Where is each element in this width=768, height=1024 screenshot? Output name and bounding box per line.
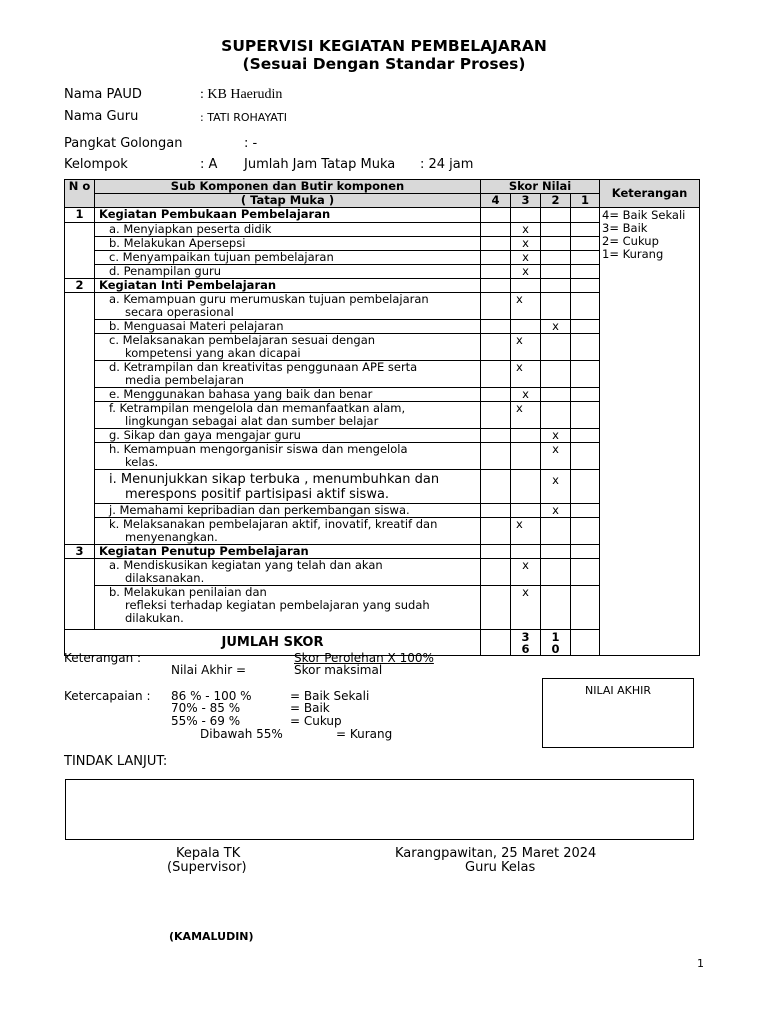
mark: x (511, 251, 541, 265)
table-row: a. Kemampuan guru merumuskan tujuan pembelajaran secara operasional (95, 293, 481, 320)
table-row: d. Penampilan guru (95, 265, 481, 279)
section-2-title: Kegiatan Inti Pembelajaran (95, 279, 481, 293)
table-row: j. Memahami kepribadian dan perkembangan siswa. (95, 504, 481, 518)
formula-denominator: Skor maksimal (294, 663, 383, 677)
table-row: a. Menyiapkan peserta didik (95, 223, 481, 237)
section-3-spacer (65, 559, 95, 630)
table-row: b. Menguasai Materi pelajaran (95, 320, 481, 334)
table-row: k. Melaksanakan pembelajaran aktif, inovatif, kreatif dan menyenangkan. (95, 518, 481, 545)
page-title: SUPERVISI KEGIATAN PEMBELAJARAN (221, 37, 547, 55)
formula-numerator: Skor Perolehan X 100% (294, 651, 434, 665)
table-row: f. Ketrampilan mengelola dan memanfaatkan alam, lingkungan sebagai alat dan sumber belajar (95, 402, 481, 429)
mark: x (541, 320, 571, 334)
header-score-3: 3 (511, 194, 541, 208)
mark: x (511, 293, 541, 320)
kelompok-label: Kelompok (64, 157, 128, 172)
nama-guru-label: Nama Guru (64, 109, 139, 124)
pangkat-value: : - (244, 136, 258, 151)
nama-guru-value: : TATI ROHAYATI (200, 111, 287, 124)
jam-value: : 24 jam (420, 157, 474, 172)
mark: x (511, 586, 541, 630)
section-2-no: 2 (65, 279, 95, 293)
table-row: h. Kemampuan mengorganisir siswa dan mengelola kelas. (95, 443, 481, 470)
tindak-lanjut-label: TINDAK LANJUT: (64, 754, 168, 769)
signature-date: Karangpawitan, 25 Maret 2024 (395, 846, 597, 861)
section-1-no: 1 (65, 208, 95, 223)
kepala-tk-title: Kepala TK (176, 846, 241, 861)
kepala-tk-name: (KAMALUDIN) (169, 930, 254, 943)
ketercapaian-label: Ketercapaian : (64, 689, 151, 703)
jam-label: Jumlah Jam Tatap Muka (244, 157, 396, 172)
range-row: 70% - 85 % (171, 701, 241, 715)
nilai-akhir-label: Nilai Akhir = (171, 663, 247, 677)
table-row: b. Melakukan penilaian dan refleksi terhadap kegiatan pembelajaran yang sudah dilakukan. (95, 586, 481, 630)
keterangan-label: Keterangan : (64, 651, 142, 665)
legend-2: 2= Cukup (602, 234, 659, 248)
supervision-table (64, 179, 700, 656)
table-row: e. Menggunakan bahasa yang baik dan benar (95, 388, 481, 402)
mark: x (511, 559, 541, 586)
mark: x (541, 429, 571, 443)
nilai-akhir-box (542, 678, 694, 748)
table-row: c. Menyampaikan tujuan pembelajaran (95, 251, 481, 265)
table-row: a. Mendiskusikan kegiatan yang telah dan akan dilaksanakan. (95, 559, 481, 586)
header-score-2: 2 (541, 194, 571, 208)
range-row: 86 % - 100 % (171, 689, 252, 703)
legend-4: 4= Baik Sekali (602, 208, 686, 222)
table-row: c. Melaksanakan pembelajaran sesuai dengan kompetensi yang akan dicapai (95, 334, 481, 361)
legend-1: 1= Kurang (602, 247, 664, 261)
mark: x (511, 265, 541, 279)
mark: x (511, 334, 541, 361)
legend-3: 3= Baik (602, 221, 648, 235)
header-score-1: 1 (571, 194, 600, 208)
section-1-spacer (65, 223, 95, 279)
table-row: b. Melakukan Apersepsi (95, 237, 481, 251)
range-value: = Baik Sekali (290, 689, 370, 703)
page-number: 1 (697, 957, 704, 970)
keterangan-legend (600, 208, 700, 656)
range-value: = Cukup (290, 714, 342, 728)
mark: x (541, 443, 571, 470)
pangkat-label: Pangkat Golongan (64, 136, 183, 151)
table-row: i. Menunjukkan sikap terbuka , menumbuhkan dan merespons positif partisipasi aktif siswa. (95, 470, 481, 504)
mark: x (541, 470, 571, 504)
table-row: g. Sikap dan gaya mengajar guru (95, 429, 481, 443)
header-skor-nilai: Skor Nilai (481, 180, 600, 194)
range-value: = Kurang (336, 727, 393, 741)
nama-paud-value: : KB Haerudin (200, 87, 283, 102)
mark: x (511, 237, 541, 251)
header-tatap-muka: ( Tatap Muka ) (95, 194, 481, 208)
header-no: N o (65, 180, 95, 208)
jumlah-skor-label: JUMLAH SKOR (65, 630, 481, 656)
mark: x (511, 518, 541, 545)
jumlah-skor-3: 3 6 (511, 630, 541, 656)
supervisor-label: (Supervisor) (167, 860, 247, 875)
range-value: = Baik (290, 701, 330, 715)
jumlah-skor-2: 1 0 (541, 630, 571, 656)
tindak-lanjut-box (65, 779, 694, 840)
mark: x (511, 402, 541, 429)
kelompok-value: : A (200, 157, 218, 172)
section-3-no: 3 (65, 545, 95, 559)
header-score-4: 4 (481, 194, 511, 208)
nilai-akhir-box-label: NILAI AKHIR (584, 684, 652, 697)
mark: x (511, 388, 541, 402)
mark: x (541, 504, 571, 518)
header-keterangan: Keterangan (600, 180, 700, 208)
page-subtitle: (Sesuai Dengan Standar Proses) (242, 55, 526, 73)
section-1-title: Kegiatan Pembukaan Pembelajaran (95, 208, 481, 223)
header-sub-komponen: Sub Komponen dan Butir komponen (95, 180, 481, 194)
range-row: Dibawah 55% (200, 727, 283, 741)
guru-kelas-title: Guru Kelas (465, 860, 536, 875)
table-row: d. Ketrampilan dan kreativitas penggunaan APE serta media pembelajaran (95, 361, 481, 388)
range-row: 55% - 69 % (171, 714, 241, 728)
section-3-title: Kegiatan Penutup Pembelajaran (95, 545, 481, 559)
mark: x (511, 361, 541, 388)
nama-paud-label: Nama PAUD (64, 87, 142, 102)
section-2-spacer (65, 293, 95, 545)
mark: x (511, 223, 541, 237)
